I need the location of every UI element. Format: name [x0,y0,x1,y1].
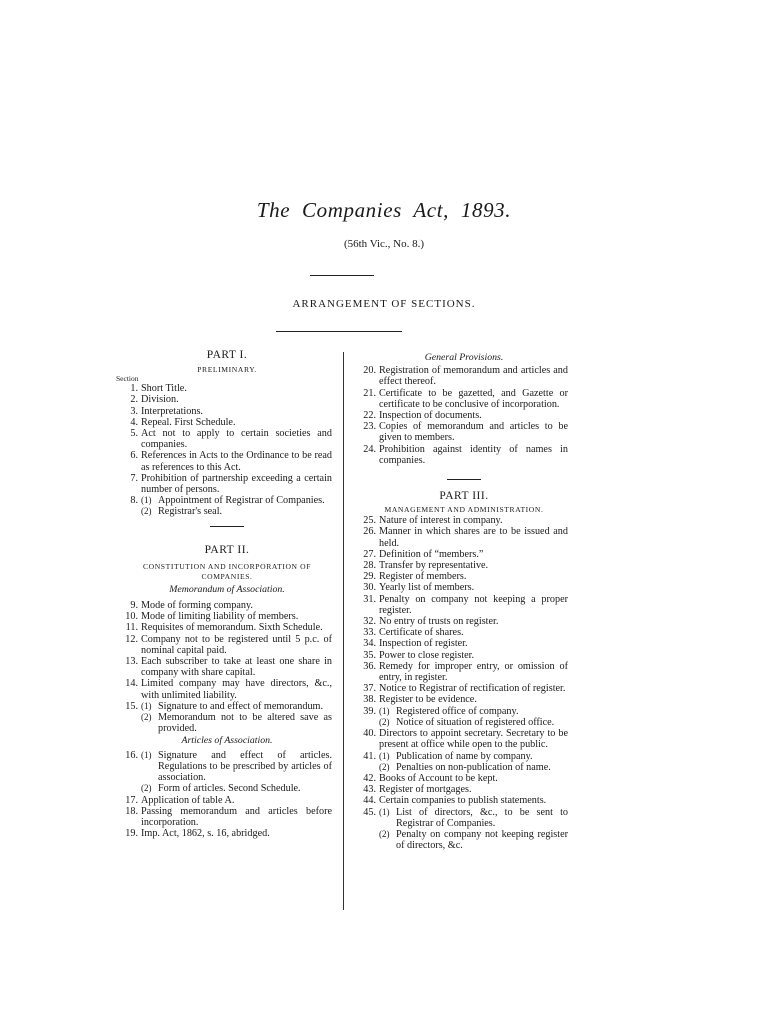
subsection-title: Signature and effect of articles. Regulations to be prescribed by articles of association. [158,749,332,784]
part-3-subheading: MANAGEMENT AND ADMINISTRATION. [384,505,544,515]
section-label: Section [116,374,139,384]
section-number: 24. [363,443,376,455]
section-entry [360,751,568,773]
section-title: Remedy for improper entry, or omission of entry, in register. [379,660,568,684]
section-number: 19. [125,828,138,840]
section-entry [360,571,568,582]
section-entry [360,410,568,421]
section-number: 3. [130,405,138,417]
section-number: 22. [363,410,376,422]
section-entry [360,638,568,649]
general-provisions-heading: General Provisions. [424,352,504,363]
subsection-number: (2) [379,828,390,839]
section-entry [360,582,568,593]
section-entry [122,600,332,611]
part-2-heading: PART II. [204,543,250,556]
section-entry [122,473,332,495]
subsection-number: (1) [141,495,152,506]
section-number: 5. [130,428,138,440]
section-number: 12. [125,633,138,645]
part-1-subheading: PRELIMINARY. [197,365,257,375]
section-title: Division. [141,394,179,406]
section-title: Yearly list of members. [379,582,475,594]
arrangement-divider [276,331,402,332]
section-number: 27. [363,548,376,560]
section-number: 29. [363,571,376,583]
subsection-number: (1) [141,700,152,711]
subsection-title: Memorandum not to be altered save as provided. [158,712,332,735]
section-title: Mode of forming company. [141,600,253,612]
section-title: Penalty on company not keeping a proper register. [379,593,568,616]
section-entry [122,417,332,428]
section-title: Certificate to be gazetted, and Gazette or certificate to be conclusive of incorporation. [379,387,568,410]
section-number: 13. [125,656,138,668]
subsection-title: Appointment of Registrar of Companies. [158,495,325,507]
section-entry [360,706,568,728]
section-entry [122,678,332,700]
section-title: Certificate of shares. [379,627,464,639]
section-number: 40. [363,728,376,740]
section-entry [122,828,332,839]
section-title: Limited company may have directors, &c., with unlimited liability. [141,678,332,701]
arrangement-heading: ARRANGEMENT OF SECTIONS. [292,298,476,310]
section-title: Prohibition of partnership exceeding a certain number of persons. [141,472,332,496]
section-title: Inspection of documents. [379,410,482,422]
section-number: 14. [125,678,138,690]
section-entry [122,622,332,633]
subsection-number: (1) [379,806,390,817]
section-title: Repeal. First Schedule. [141,416,236,428]
section-entry [360,784,568,795]
section-number: 28. [363,560,376,572]
part-3-heading: PART III. [439,490,489,503]
subsection-number: (2) [379,716,390,727]
section-number: 41. [363,750,376,762]
section-entry [122,383,332,394]
section-entry [360,616,568,627]
section-entry [360,526,568,548]
subsection-number: (1) [379,750,390,761]
section-entry [360,650,568,661]
section-number: 23. [363,421,376,433]
section-number: 37. [363,683,376,695]
section-number: 11. [125,622,138,634]
subsection-title: Registrar's seal. [158,506,223,518]
section-entry [122,450,332,472]
section-number: 15. [125,700,138,712]
section-entry [122,795,332,806]
section-title: Directors to appoint secretary. Secretary to be present at office while open to the public. [379,728,568,751]
part-1-heading: PART I. [206,349,248,361]
section-number: 21. [363,387,376,399]
section-entry [360,444,568,466]
section-entry [360,515,568,526]
section-title: Short Title. [141,383,187,395]
section-title: Prohibition against identity of names in companies. [379,443,568,466]
subsection-title: Notice of situation of registered office. [396,716,555,728]
section-entry [122,634,332,656]
section-number: 18. [125,805,138,817]
section-number: 25. [363,515,376,527]
section-entry [122,406,332,417]
section-number: 10. [125,611,138,623]
section-entry [360,683,568,694]
section-entry [360,627,568,638]
section-number: 9. [130,600,138,612]
section-entry [360,560,568,571]
section-title: Notice to Registrar of rectification of register. [379,683,566,695]
section-number: 43. [363,784,376,796]
section-entry [360,365,568,387]
section-number: 30. [363,582,376,594]
section-number: 38. [363,694,376,706]
section-entry [122,495,332,517]
section-number: 45. [363,806,376,818]
section-title: Definition of “members.” [379,548,484,560]
subsection-number: (2) [141,506,152,517]
section-number: 34. [363,638,376,650]
section-title: Copies of memorandum and articles to be given to members. [379,421,568,444]
section-number: 4. [130,416,138,428]
section-entry [360,661,568,683]
subsection-number: (2) [141,712,152,723]
section-title: Application of table A. [141,794,235,806]
subsection-title: Publication of name by company. [396,750,533,762]
subsection-title: Form of articles. Second Schedule. [158,783,301,795]
document-subtitle: (56th Vic., No. 8.) [343,238,425,250]
section-entry [360,795,568,806]
section-title: Mode of limiting liability of members. [141,611,299,623]
section-entry [360,773,568,784]
section-title: Manner in which shares are to be issued and held. [379,526,568,549]
section-title: Passing memorandum and articles before incorporation. [141,805,332,828]
section-number: 36. [363,660,376,672]
section-number: 42. [363,772,376,784]
section-title: Imp. Act, 1862, s. 16, abridged. [141,828,270,840]
subsection-title: Penalties on non-publication of name. [396,761,551,773]
section-number: 7. [130,472,138,484]
section-entry [122,428,332,450]
section-title: Transfer by representative. [379,560,489,572]
section-title: Requisites of memorandum. Sixth Schedule. [141,622,323,634]
section-number: 39. [363,705,376,717]
section-number: 26. [363,526,376,538]
section-number: 6. [130,450,138,462]
section-entry [122,750,332,795]
section-entry [360,694,568,705]
document-title: The Companies Act, 1893. [256,198,512,222]
memorandum-heading: Memorandum of Association. [169,583,285,595]
section-entry [122,701,332,735]
section-title: Register to be evidence. [379,694,477,706]
section-number: 32. [363,616,376,628]
subsection-number: (1) [141,749,152,760]
section-number: 2. [130,394,138,406]
section-title: Certain companies to publish statements. [379,795,547,807]
section-entry [122,806,332,828]
section-entry [360,421,568,443]
section-title: References in Acts to the Ordinance to be read as references to this Act. [141,450,332,473]
column-divider [343,352,344,910]
section-entry [360,594,568,616]
section-title: Registration of memorandum and articles and effect thereof. [379,365,568,388]
title-divider [310,275,374,276]
section-number: 8. [130,495,138,507]
section-title: Interpretations. [141,405,203,417]
section-number: 33. [363,627,376,639]
section-number: 1. [130,383,138,395]
section-number: 17. [125,794,138,806]
subsection-title: List of directors, &c., to be sent to Registrar of Companies. [396,806,568,829]
articles-heading: Articles of Association. [181,735,273,747]
subsection-number: (2) [141,783,152,794]
left-column [116,349,332,840]
section-title: Act not to apply to certain societies and companies. [141,428,332,451]
section-entry [360,807,568,852]
subsection-title: Penalty on company not keeping register of directors, &c. [396,828,568,852]
section-title: Company not to be registered until 5 p.c. of nominal capital paid. [141,633,332,656]
section-entry [360,728,568,750]
section-entry [122,394,332,405]
section-title: Power to close register. [379,649,475,661]
subsection-title: Signature to and effect of memorandum. [158,700,324,712]
section-number: 31. [363,593,376,605]
subsection-title: Registered office of company. [396,705,519,717]
right-column [360,352,568,851]
section-title: Register of members. [379,571,467,583]
subsection-number: (1) [379,705,390,716]
section-entry [360,388,568,410]
part-2-subheading: CONSTITUTION AND INCORPORATION OF COMPANIES. [142,561,312,581]
section-number: 44. [363,795,376,807]
section-title: Nature of interest in company. [379,515,503,527]
section-title: Register of mortgages. [379,784,472,796]
section-title: Books of Account to be kept. [379,772,498,784]
section-number: 35. [363,649,376,661]
section-number: 20. [363,365,376,377]
section-entry [360,549,568,560]
section-number: 16. [125,749,138,761]
section-entry [122,656,332,678]
section-title: Inspection of register. [379,638,468,650]
section-title: No entry of trusts on register. [379,616,499,628]
section-entry [122,611,332,622]
section-title: Each subscriber to take at least one share in company with share capital. [141,656,332,679]
subsection-number: (2) [379,761,390,772]
